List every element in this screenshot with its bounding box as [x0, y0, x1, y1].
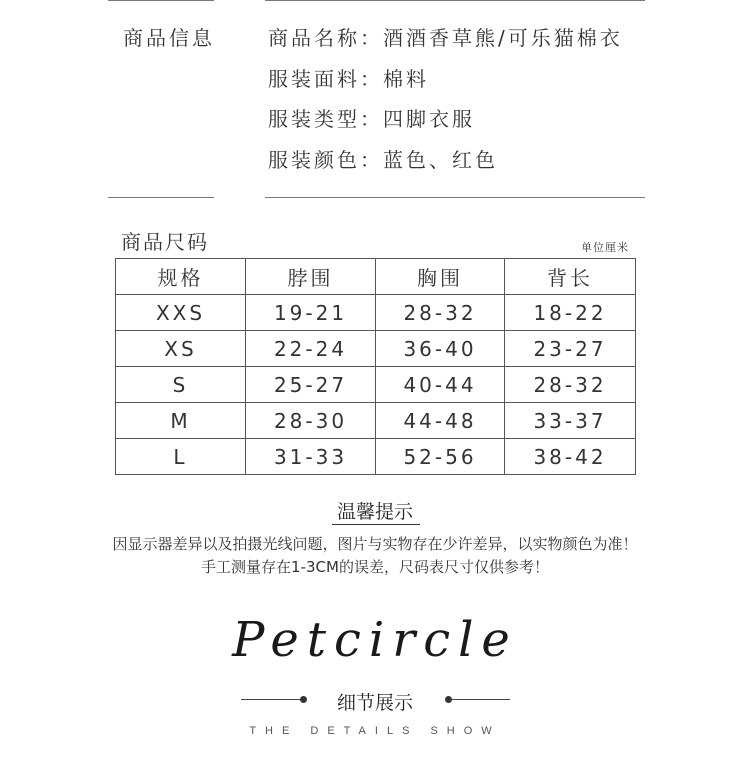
- table-header-row: [116, 259, 636, 295]
- size-chart-title: 商品尺码: [121, 230, 209, 254]
- tip-line: 手工测量存在1-3CM的误差，尺码表尺寸仅供参考！: [201, 558, 549, 576]
- info-row-label: 商品名称: [268, 26, 360, 50]
- info-row-label: 服装类型: [268, 107, 360, 131]
- colon: ：: [360, 26, 383, 50]
- table-cell: M: [116, 403, 246, 439]
- table-cell: 25-27: [246, 367, 376, 403]
- size-table: [115, 258, 636, 475]
- table-cell: 44-48: [376, 403, 505, 439]
- brand-logo-script: Petcircle: [232, 612, 518, 668]
- info-divider-left: [108, 197, 214, 198]
- colon: ：: [360, 148, 383, 172]
- top-divider-right: [265, 0, 645, 1]
- table-row: [116, 331, 636, 367]
- top-divider-left: [108, 0, 214, 1]
- tips-title: 温馨提示: [336, 501, 413, 523]
- info-row-fabric: [268, 63, 429, 92]
- info-row-type: [268, 103, 475, 132]
- table-cell: 28-30: [246, 403, 376, 439]
- table-cell: 28-32: [505, 367, 636, 403]
- table-row: [116, 439, 636, 475]
- details-subtitle: THE DETAILS SHOW: [249, 725, 501, 737]
- info-row-value: 四脚衣服: [383, 107, 475, 131]
- table-cell: 52-56: [376, 439, 505, 475]
- table-cell: 28-32: [376, 295, 505, 331]
- details-title: 细节展示: [336, 692, 413, 714]
- table-cell: 31-33: [246, 439, 376, 475]
- info-row-value: 蓝色、红色: [383, 148, 498, 172]
- table-cell: 18-22: [505, 295, 636, 331]
- info-row-color: [268, 144, 498, 173]
- info-row-label: 服装面料: [268, 67, 360, 91]
- info-row-label: 服装颜色: [268, 148, 360, 172]
- table-cell: L: [116, 439, 246, 475]
- info-row-name: [268, 22, 623, 51]
- info-divider-right: [265, 197, 645, 198]
- table-cell: 22-24: [246, 331, 376, 367]
- colon: ：: [360, 67, 383, 91]
- details-line-right: [450, 699, 510, 700]
- table-cell: 19-21: [246, 295, 376, 331]
- header-cell-neck: 脖围: [246, 259, 376, 295]
- table-cell: XS: [116, 331, 246, 367]
- product-info-label: 商品信息: [123, 26, 215, 50]
- table-cell: 36-40: [376, 331, 505, 367]
- info-row-value: 酒酒香草熊/可乐猫棉衣: [383, 26, 623, 50]
- tip-line: 因显示器差异以及拍摄光线问题，图片与实物存在少许差异，以实物颜色为准！: [112, 535, 638, 553]
- info-row-value: 棉料: [383, 67, 429, 91]
- table-cell: 23-27: [505, 331, 636, 367]
- tips-title-underline: [332, 524, 420, 525]
- table-row: [116, 367, 636, 403]
- table-cell: S: [116, 367, 246, 403]
- table-cell: 38-42: [505, 439, 636, 475]
- table-row: [116, 295, 636, 331]
- unit-note: 单位厘米: [581, 241, 629, 254]
- colon: ：: [360, 107, 383, 131]
- table-cell: 40-44: [376, 367, 505, 403]
- header-cell-back: 背长: [505, 259, 636, 295]
- table-cell: 33-37: [505, 403, 636, 439]
- header-cell-size: 规格: [116, 259, 246, 295]
- table-cell: XXS: [116, 295, 246, 331]
- header-cell-chest: 胸围: [376, 259, 505, 295]
- table-row: [116, 403, 636, 439]
